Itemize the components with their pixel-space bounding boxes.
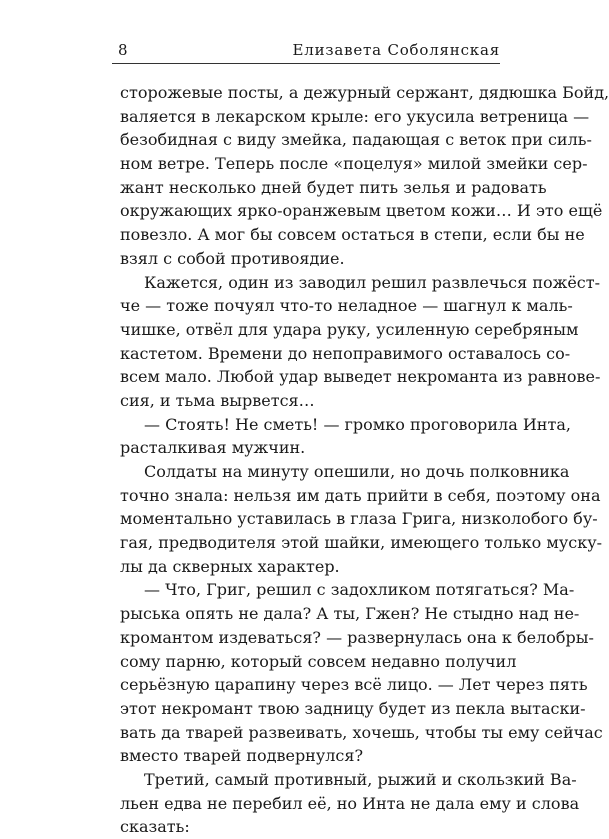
text-line: жант несколько дней будет пить зелья и радовать bbox=[120, 177, 547, 197]
text-line: сому парню, который совсем недавно получил bbox=[120, 651, 517, 671]
text-line: безобидная с виду змейка, падающая с веток при силь- bbox=[120, 130, 592, 150]
text-line: вместо тварей подвернулся? bbox=[120, 746, 364, 766]
text-line: ном ветре. Теперь после «поцелуя» милой змейки сер- bbox=[120, 154, 588, 174]
text-line: серьёзную царапину через всё лицо. — Лет через пять bbox=[120, 675, 588, 695]
text-line: — Стоять! Не сметь! — громко проговорила Инта, bbox=[144, 414, 571, 434]
text-line: Третий, самый противный, рыжий и скользкий Ва- bbox=[144, 769, 577, 789]
text-line: расталкивая мужчин. bbox=[120, 438, 306, 458]
text-line: льен едва не перебил её, но Инта не дала ему и слова bbox=[120, 793, 580, 813]
text-line: взял с собой противоядие. bbox=[120, 248, 345, 268]
text-line: всем мало. Любой удар выведет некроманта из равнове- bbox=[120, 367, 601, 387]
text-line: кромантом издеваться? — развернулась она к белобры- bbox=[120, 627, 594, 647]
text-line: лы да скверных характер. bbox=[120, 556, 340, 576]
text-line: — Что, Григ, решил с задохликом потягаться? Ма- bbox=[144, 580, 575, 600]
text-line: гая, предводителя этой шайки, имеющего только муску- bbox=[120, 533, 603, 553]
text-line: валяется в лекарском крыле: его укусила ветреница — bbox=[120, 106, 590, 126]
text-line: кастетом. Времени до непоправимого оставалось со- bbox=[120, 343, 571, 363]
text-line: сторожевые посты, а дежурный сержант, дядюшка Бойд, bbox=[120, 83, 609, 102]
header-rule bbox=[112, 63, 500, 64]
text-line: моментально уставилась в глаза Грига, низколобого бу- bbox=[120, 509, 598, 529]
text-line: этот некромант твою задницу будет из пекла вытаски- bbox=[120, 698, 586, 718]
page-number: 8 bbox=[118, 41, 128, 59]
text-line: рыська опять не дала? А ты, Гжен? Не стыдно над не- bbox=[120, 604, 580, 624]
text-line: сия, и тьма вырвется… bbox=[120, 390, 315, 410]
text-line: вать да тварей развеивать, хочешь, чтобы ты ему сейчас bbox=[120, 722, 603, 742]
text-line: сказать: bbox=[120, 817, 190, 837]
text-line: че — тоже почуял что-то неладное — шагнул к маль- bbox=[120, 296, 573, 316]
body-text bbox=[120, 81, 609, 839]
text-line: Солдаты на минуту опешили, но дочь полковника bbox=[144, 462, 570, 481]
text-line: точно знала: нельзя им дать прийти в себя, поэтому она bbox=[120, 485, 601, 505]
text-line: повезло. А мог бы совсем остаться в степи, если бы не bbox=[120, 225, 585, 245]
text-line: чишке, отвёл для удара руку, усиленную серебряным bbox=[120, 319, 579, 339]
text-line: Кажется, один из заводил решил развлечься пожёст- bbox=[144, 272, 601, 292]
text-line: окружающих ярко-оранжевым цветом кожи… И это ещё bbox=[120, 201, 603, 221]
running-title: Елизавета Соболянская bbox=[292, 41, 500, 59]
